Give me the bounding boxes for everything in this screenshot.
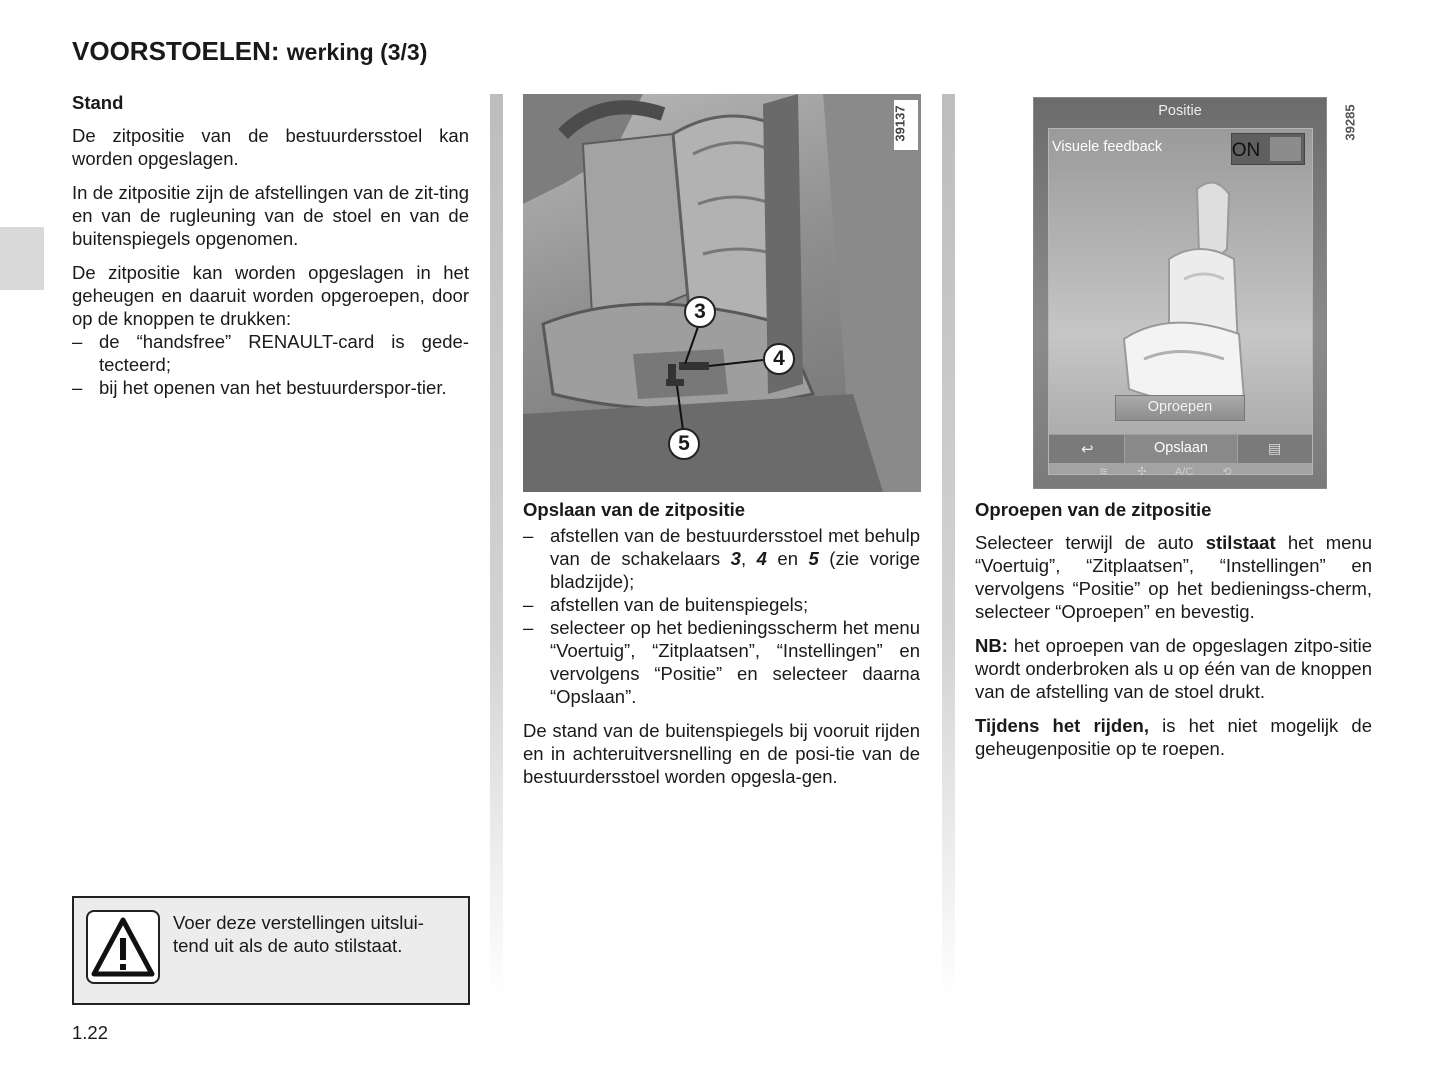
recall-button[interactable]: Oproepen	[1115, 395, 1245, 421]
title-main: VOORSTOELEN:	[72, 36, 280, 66]
screen-panel	[1048, 128, 1313, 475]
paragraph: De stand van de buitenspiegels bij vooruit rijden en in achteruitversnelling en de posi-tie van de bestuurdersstoel worden opgesla-gen.	[523, 720, 920, 787]
paragraph: De zitpositie kan worden opgeslagen in het geheugen en daaruit worden opgeroepen, door op de knoppen te drukken:	[72, 262, 469, 329]
multimedia-screen	[1033, 97, 1327, 489]
seat-icon	[1049, 169, 1312, 399]
seat-photo	[523, 94, 921, 492]
text-span: het oproepen van de opgeslagen zitpo-sitie wordt onderbroken als u op één van de knoppen van de afstelling van de stoel drukt.	[975, 635, 1373, 702]
fan-icon[interactable]: ✣	[1137, 466, 1147, 478]
paragraph: De zitpositie van de bestuurdersstoel kan worden opgeslagen.	[72, 125, 469, 169]
column-divider	[490, 94, 503, 1000]
paragraph	[975, 531, 1372, 623]
bold-text: NB:	[975, 635, 1008, 656]
recirculation-icon[interactable]: ⟲	[1222, 466, 1232, 478]
text-span: is het niet mogelijk de geheugenpositie op te roepen.	[975, 715, 1372, 759]
seat-illustration	[523, 94, 921, 492]
paragraph	[975, 634, 1372, 703]
callout-5: 5	[668, 428, 700, 460]
callout-4: 4	[763, 343, 795, 375]
list-item: – afstellen van de buitenspiegels;	[523, 593, 920, 616]
bold-text: Tijdens het rijden,	[975, 715, 1149, 736]
figure-reference: 39285	[1342, 104, 1358, 141]
warning-box	[72, 896, 470, 1005]
screen-bottom-bar	[1049, 434, 1312, 463]
paragraph: In de zitpositie zijn de afstellingen van de zit-ting en van de rugleuning van de stoel en van de buitenspiegels opgenomen.	[72, 182, 469, 249]
column-divider	[942, 94, 955, 1000]
toggle-knob	[1270, 137, 1301, 161]
list	[523, 524, 920, 708]
list-item: – bij het openen van het bestuurderspor-tier.	[72, 376, 469, 399]
warning-text: Voer deze verstellingen uitslui-tend uit als de auto stilstaat.	[173, 912, 424, 956]
list	[72, 330, 469, 399]
switch-number: 5	[808, 548, 819, 569]
screen-title: Positie	[1158, 103, 1202, 119]
toggle-state: ON	[1231, 140, 1261, 161]
column-save	[523, 498, 920, 799]
text-span: ,	[740, 548, 757, 569]
column-stand	[72, 91, 469, 410]
menu-icon[interactable]: ▤	[1268, 440, 1282, 456]
callout-3: 3	[684, 296, 716, 328]
column-recall	[975, 498, 1372, 771]
list-item	[523, 524, 920, 593]
ac-label[interactable]: A/C	[1174, 466, 1194, 478]
switch-number: 3	[730, 548, 741, 569]
text-span: Selecteer terwijl de auto	[975, 532, 1206, 553]
text-span: (zie vorige bladzijde);	[550, 548, 921, 592]
visual-feedback-toggle[interactable]	[1231, 133, 1305, 165]
bold-text: stilstaat	[1205, 532, 1276, 553]
text-span: het menu “Voertuig”, “Zitplaatsen”, “Instellingen” en vervolgens “Positie” op het bedieningss-cherm, selecteer “Oproepen” en bevestig.	[975, 532, 1372, 622]
chapter-tab	[0, 227, 44, 290]
switch-number: 4	[756, 548, 767, 569]
heating-icon[interactable]: ≋	[1099, 466, 1109, 478]
save-button[interactable]: Opslaan	[1124, 435, 1238, 463]
text-span: afstellen van de bestuurdersstoel met behulp van de schakelaars	[550, 525, 920, 569]
page-title	[72, 36, 427, 67]
list-item: – de “handsfree” RENAULT-card is gede-tecteerd;	[72, 330, 469, 376]
climate-bar	[1099, 465, 1258, 478]
visual-feedback-label: Visuele feedback	[1052, 139, 1163, 155]
warning-triangle-icon	[86, 910, 160, 984]
paragraph	[975, 714, 1372, 760]
page-number: 1.22	[72, 1022, 109, 1043]
figure-reference: 39137	[894, 100, 918, 150]
back-icon[interactable]: ↩	[1081, 441, 1094, 458]
section-heading-save: Opslaan van de zitpositie	[523, 499, 746, 520]
list-item: – selecteer op het bedieningsscherm het menu “Voertuig”, “Zitplaatsen”, “Instellingen” en vervolgens “Positie” en selecteer daarna “Opslaan”.	[523, 616, 920, 708]
section-heading-recall: Oproepen van de zitpositie	[975, 499, 1212, 520]
title-sub: werking (3/3)	[286, 39, 428, 65]
section-heading-stand: Stand	[72, 92, 124, 113]
text-span: en	[766, 548, 809, 569]
